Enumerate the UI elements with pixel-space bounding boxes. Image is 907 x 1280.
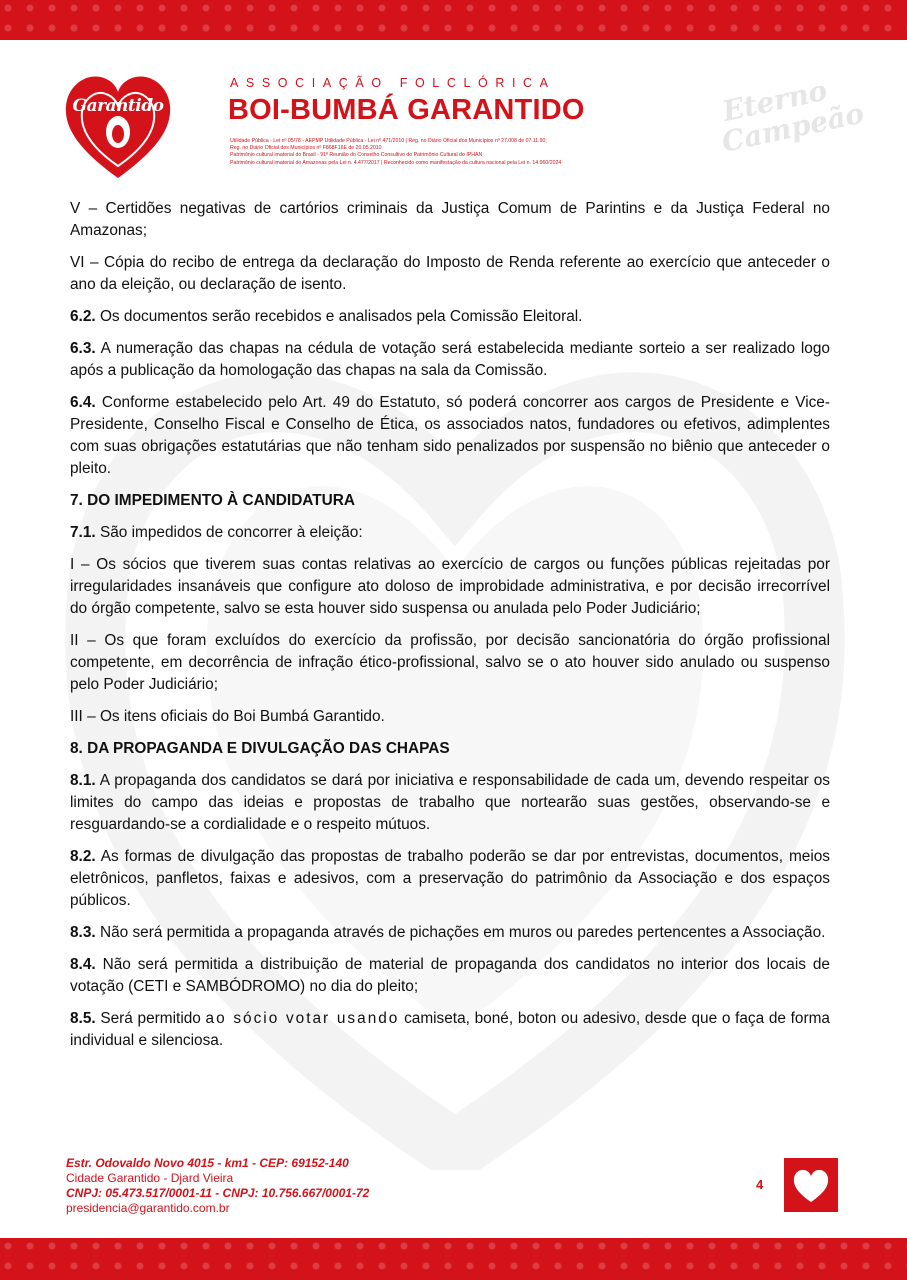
section-6-3: [70, 338, 830, 382]
top-border-pattern: [0, 0, 907, 40]
section-number: 6.4.: [70, 394, 96, 411]
section-text: A propaganda dos candidatos se dará por iniciativa e responsabilidade de cada um, devendo respeitar os limites do campo das ideias e propostas de trabalho que nortearão suas gestões, observando-se e resguardando-se a cordialidade e o respeito mútuos.: [70, 772, 830, 833]
footer-address: Estr. Odovaldo Novo 4015 - km1 - CEP: 69152-140: [66, 1156, 349, 1170]
section-7-1: [70, 522, 830, 544]
section-text: Não será permitida a distribuição de material de propaganda dos candidatos no interior dos locais de votação (CETI e SAMBÓDROMO) no dia do pleito;: [70, 956, 830, 995]
item-i: I – Os sócios que tiverem suas contas relativas ao exercício de cargos ou funções públicas rejeitadas por irregularidades insanáveis que configure ato doloso de improbidade administrativa, e por decisão irrecorrível do órgão competente, salvo se esta houver sido suspensa ou anulada pelo Poder Judiciário;: [70, 556, 830, 617]
section-number: 7.1.: [70, 524, 96, 541]
section-8-5: [70, 1008, 830, 1052]
legal-registration-text: [230, 138, 650, 167]
section-text: São impedidos de concorrer à eleição:: [95, 524, 363, 541]
footer-cnpj: CNPJ: 05.473.517/0001-11 - CNPJ: 10.756.667/0001-72: [66, 1186, 370, 1200]
logo-wordmark: Garantido: [72, 96, 164, 116]
section-text: A numeração das chapas na cédula de votação será estabelecida mediante sorteio a ser realizado logo após a publicação da homologação das chapas na sala da Comissão.: [70, 340, 830, 379]
association-label: ASSOCIAÇÃO FOLCLÓRICA: [230, 76, 556, 90]
legal-line: Reg. no Diário Oficial dos Municípios nº F868F16E de 20.05.2010: [230, 145, 382, 152]
section-number: 6.3.: [70, 340, 96, 357]
section-8-2: [70, 846, 830, 912]
section-8-4: [70, 954, 830, 998]
section-number: 8.2.: [70, 848, 96, 865]
footer-email: presidencia@garantido.com.br: [66, 1201, 230, 1215]
letterhead: [0, 60, 907, 180]
section-6-4: [70, 392, 830, 480]
heading-section-8: 8. DA PROPAGANDA E DIVULGAÇÃO DAS CHAPAS: [70, 740, 450, 757]
heading-section-7: 7. DO IMPEDIMENTO À CANDIDATURA: [70, 492, 356, 509]
section-number: 8.1.: [70, 772, 96, 789]
section-8-3: [70, 922, 830, 944]
garantido-heart-logo: [62, 70, 174, 182]
document-body: [70, 198, 830, 1062]
page-number: 4: [756, 1177, 764, 1192]
page-footer: [66, 1156, 846, 1226]
eterno-campeao-watermark: Eterno Campeão: [718, 73, 867, 159]
footer-city: Cidade Garantido - Djard Vieira: [66, 1171, 234, 1185]
section-text: Conforme estabelecido pelo Art. 49 do Estatuto, só poderá concorrer aos cargos de Presidente e Vice-Presidente, Conselho Fiscal e Conselho de Ética, os associados natos, fundadores ou efetivos, adimplentes com suas obrigações estatutárias que não tenham sido penalizados por suspensão no biênio que anteceder o pleito.: [70, 394, 830, 477]
section-number: 8.3.: [70, 924, 96, 941]
item-vi: VI – Cópia do recibo de entrega da declaração do Imposto de Renda referente ao exercício que anteceder o ano da eleição, ou declaração de isento.: [70, 254, 830, 293]
association-title: BOI-BUMBÁ GARANTIDO: [228, 94, 585, 126]
item-ii: II – Os que foram excluídos do exercício da profissão, por decisão sancionatória do órgão profissional competente, em decorrência de infração ético-profissional, salvo se o ato houver sido anulado ou suspenso pelo Poder Judiciário;: [70, 632, 830, 693]
heart-icon: [784, 1158, 838, 1212]
section-text-spaced: ao sócio votar usando: [205, 1010, 400, 1027]
item-iii: III – Os itens oficiais do Boi Bumbá Garantido.: [70, 708, 385, 725]
section-text: As formas de divulgação das propostas de trabalho poderão se dar por entrevistas, documentos, meios eletrônicos, panfletos, faixas e adesivos, com a preservação do patrimônio da Associação e dos espaços públicos.: [70, 848, 830, 909]
section-text: Será permitido: [95, 1010, 206, 1027]
section-text: Os documentos serão recebidos e analisados pela Comissão Eleitoral.: [95, 308, 583, 325]
item-v: V – Certidões negativas de cartórios criminais da Justiça Comum de Parintins e da Justiça Federal no Amazonas;: [70, 200, 830, 239]
section-text: camiseta, boné, boton ou adesivo, desde que o faça de forma individual e silenciosa.: [70, 1010, 830, 1049]
section-8-1: [70, 770, 830, 836]
legal-line: Patrimônio cultural imaterial do Amazonas pela Lei n. 4.477/2017 | Reconhecido como manifestação da cultura nacional pela Lei n. 14.960/2024: [230, 159, 562, 166]
legal-line: Patrimônio cultural imaterial do Brasil - 91ª Reunião do Conselho Consultivo do Patrimônio Cultural do IPHAN: [230, 152, 483, 159]
section-number: 8.5.: [70, 1010, 96, 1027]
section-6-2: [70, 306, 830, 328]
legal-line: Utilidade Pública - Lei nº 05/78 - AEPMP Utilidade Pública - Lei nº 471/2010 | Reg. no Diário Oficial dos Municípios nº 27.008 de 07.11.90;: [230, 138, 547, 144]
bottom-border-pattern: [0, 1238, 907, 1280]
section-number: 6.2.: [70, 308, 96, 325]
section-text: Não será permitida a propaganda através de pichações em muros ou paredes pertencentes a Associação.: [95, 924, 826, 941]
section-number: 8.4.: [70, 956, 96, 973]
